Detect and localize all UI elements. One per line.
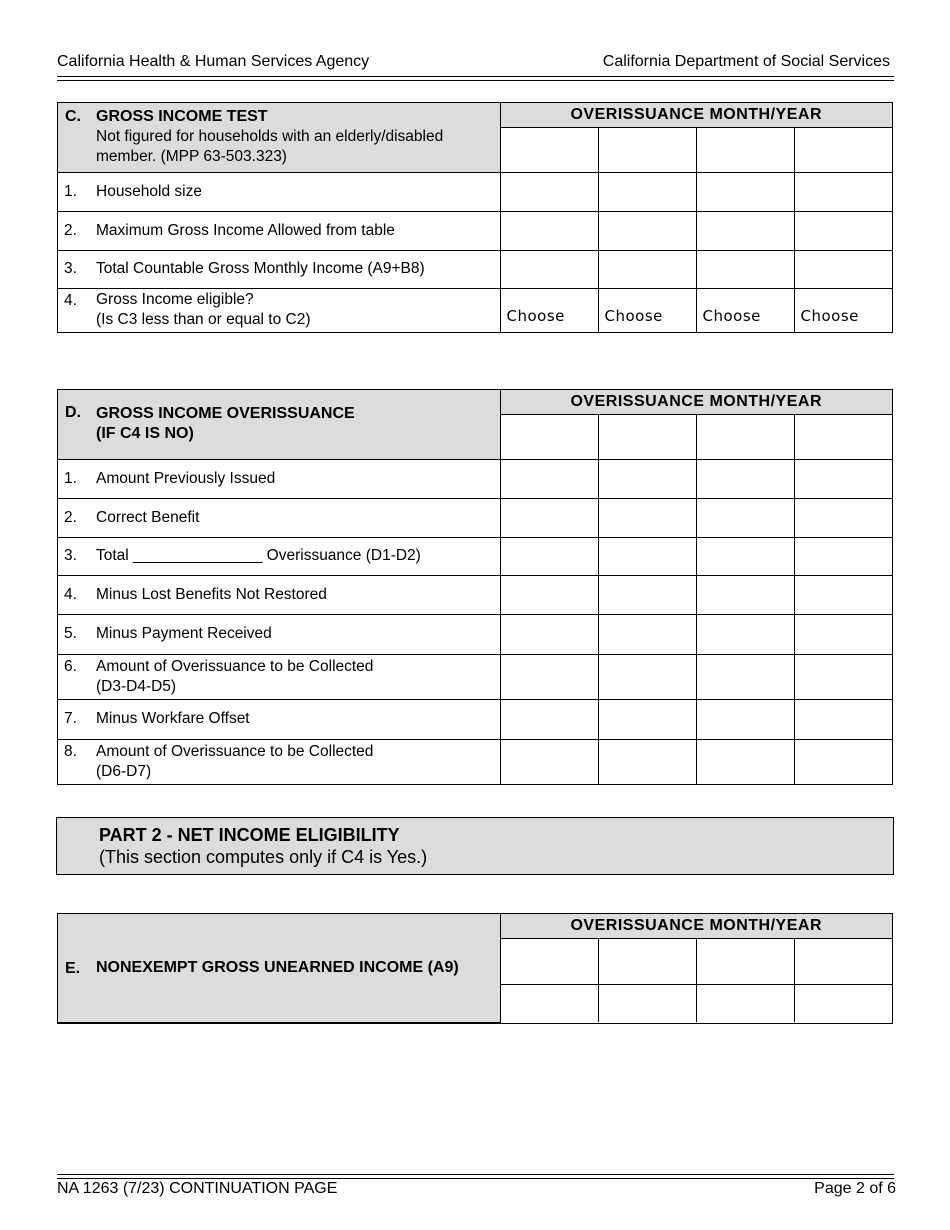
row-label: Household size <box>96 182 202 200</box>
table-row <box>58 250 892 288</box>
table-row <box>58 172 892 211</box>
value-input[interactable] <box>598 699 696 739</box>
value-input[interactable] <box>696 172 794 211</box>
value-input[interactable] <box>794 537 892 575</box>
row-label: Total _______________ Overissuance (D1-D2) <box>96 547 421 564</box>
value-input[interactable] <box>598 654 696 699</box>
row-label: Correct Benefit <box>96 508 200 526</box>
table-row <box>58 699 892 739</box>
table-row <box>58 654 892 699</box>
value-input[interactable] <box>794 250 892 288</box>
section-c-letter: C. <box>65 108 81 125</box>
choose-select[interactable]: Choose <box>598 288 696 332</box>
section-d-month-header: OVERISSUANCE MONTH/YEAR <box>500 390 892 414</box>
part-2-title: PART 2 - NET INCOME ELIGIBILITY <box>99 825 400 845</box>
part-2-banner <box>56 817 894 875</box>
footer-rule-bottom <box>57 1178 894 1179</box>
month-year-input[interactable] <box>696 127 794 172</box>
section-d-letter: D. <box>65 404 81 421</box>
row-number: 2. <box>64 221 77 239</box>
section-d-title: GROSS INCOME OVERISSUANCE <box>96 405 355 423</box>
value-input[interactable] <box>598 172 696 211</box>
value-input[interactable] <box>500 537 598 575</box>
table-row <box>58 614 892 654</box>
section-d-heading <box>58 390 500 459</box>
table-row <box>58 739 892 784</box>
row-number: 3. <box>64 260 77 277</box>
section-c-heading <box>58 103 500 172</box>
value-input[interactable] <box>696 537 794 575</box>
row-number: 3. <box>64 547 77 564</box>
row-number: 4. <box>64 585 77 603</box>
table-row <box>58 575 892 614</box>
part-2-subtitle: (This section computes only if C4 is Yes.) <box>99 847 428 867</box>
value-input[interactable] <box>696 984 794 1022</box>
table-row <box>58 459 892 498</box>
choose-select[interactable]: Choose <box>500 288 598 332</box>
month-year-input[interactable] <box>696 414 794 459</box>
section-d-gross-income-overissuance <box>57 389 893 785</box>
value-input[interactable] <box>500 654 598 699</box>
section-c-month-header: OVERISSUANCE MONTH/YEAR <box>500 103 892 127</box>
row-label: Minus Payment Received <box>96 625 272 642</box>
month-year-input[interactable] <box>794 127 892 172</box>
value-input[interactable] <box>794 172 892 211</box>
value-input[interactable] <box>794 699 892 739</box>
page-number: Page 2 of 6 <box>814 1180 896 1197</box>
row-label: Amount of Overissuance to be Collected <box>96 742 374 760</box>
row-number: 7. <box>64 710 77 727</box>
section-e-heading <box>58 914 500 1022</box>
table-row <box>58 498 892 537</box>
header-rule-top <box>57 76 894 77</box>
row-label-sub: (Is C3 less than or equal to C2) <box>96 311 311 329</box>
value-input[interactable] <box>500 172 598 211</box>
value-input[interactable] <box>598 250 696 288</box>
month-year-input[interactable] <box>696 938 794 984</box>
choose-select[interactable]: Choose <box>794 288 892 332</box>
value-input[interactable] <box>500 575 598 614</box>
header-rule-bottom <box>57 80 894 81</box>
table-row <box>58 537 892 575</box>
section-c-note: Not figured for households with an elderly/disabled member. (MPP 63-503.323) <box>96 128 444 165</box>
value-input[interactable] <box>794 984 892 1022</box>
month-year-input[interactable] <box>794 938 892 984</box>
value-input[interactable] <box>598 211 696 250</box>
row-label: Total Countable Gross Monthly Income (A9+B8) <box>96 260 425 277</box>
agency-name: California Health & Human Services Agency <box>57 53 370 70</box>
month-year-input[interactable] <box>598 414 696 459</box>
department-name: California Department of Social Services <box>602 53 890 70</box>
row-number: 6. <box>64 657 77 675</box>
value-input[interactable] <box>598 498 696 537</box>
value-input[interactable] <box>598 739 696 784</box>
row-number: 1. <box>64 469 77 487</box>
row-number: 4. <box>64 291 77 309</box>
row-label: Amount Previously Issued <box>96 469 276 487</box>
section-d-subtitle: (IF C4 IS NO) <box>96 425 194 443</box>
table-row <box>58 211 892 250</box>
month-year-input[interactable] <box>794 414 892 459</box>
value-input[interactable] <box>696 739 794 784</box>
value-input[interactable] <box>794 614 892 654</box>
value-input[interactable] <box>500 614 598 654</box>
value-input[interactable] <box>696 250 794 288</box>
row-label-sub: (D6-D7) <box>96 762 152 780</box>
month-year-input[interactable] <box>598 127 696 172</box>
value-input[interactable] <box>500 984 598 1022</box>
section-e-nonexempt-unearned-income <box>57 913 893 1024</box>
value-input[interactable] <box>598 984 696 1022</box>
value-input[interactable] <box>500 699 598 739</box>
value-input[interactable] <box>794 211 892 250</box>
form-number: NA 1263 (7/23) CONTINUATION PAGE <box>57 1180 338 1197</box>
value-input[interactable] <box>696 459 794 498</box>
value-input[interactable] <box>696 498 794 537</box>
row-label: Amount of Overissuance to be Collected <box>96 657 374 675</box>
value-input[interactable] <box>598 614 696 654</box>
value-input[interactable] <box>500 739 598 784</box>
value-input[interactable] <box>500 498 598 537</box>
row-label: Gross Income eligible? <box>96 291 254 309</box>
row-label: Minus Lost Benefits Not Restored <box>96 585 327 603</box>
value-input[interactable] <box>794 459 892 498</box>
value-input[interactable] <box>696 654 794 699</box>
section-c-title: GROSS INCOME TEST <box>96 108 268 125</box>
value-input[interactable] <box>696 699 794 739</box>
value-input[interactable] <box>598 575 696 614</box>
value-input[interactable] <box>794 498 892 537</box>
value-input[interactable] <box>794 739 892 784</box>
month-year-input[interactable] <box>500 414 598 459</box>
value-input[interactable] <box>500 459 598 498</box>
value-input[interactable] <box>794 654 892 699</box>
month-year-input[interactable] <box>500 938 598 984</box>
month-year-input[interactable] <box>500 127 598 172</box>
value-input[interactable] <box>696 575 794 614</box>
value-input[interactable] <box>696 211 794 250</box>
section-e-title: NONEXEMPT GROSS UNEARNED INCOME (A9) <box>96 958 459 976</box>
value-input[interactable] <box>500 250 598 288</box>
section-e-letter: E. <box>65 960 81 977</box>
row-number: 8. <box>64 742 77 760</box>
month-year-input[interactable] <box>598 938 696 984</box>
section-c-gross-income-test <box>57 102 893 333</box>
value-input[interactable] <box>598 537 696 575</box>
value-input[interactable] <box>794 575 892 614</box>
footer-rule-top <box>57 1174 894 1175</box>
section-e-month-header: OVERISSUANCE MONTH/YEAR <box>500 914 892 938</box>
value-input[interactable] <box>696 614 794 654</box>
row-number: 2. <box>64 508 77 526</box>
value-input[interactable] <box>500 211 598 250</box>
row-label: Maximum Gross Income Allowed from table <box>96 221 395 239</box>
choose-select[interactable]: Choose <box>696 288 794 332</box>
row-label: Minus Workfare Offset <box>96 710 250 727</box>
row-number: 5. <box>64 625 77 642</box>
row-label-sub: (D3-D4-D5) <box>96 677 177 695</box>
row-number: 1. <box>64 182 77 200</box>
value-input[interactable] <box>598 459 696 498</box>
table-row <box>58 288 892 332</box>
